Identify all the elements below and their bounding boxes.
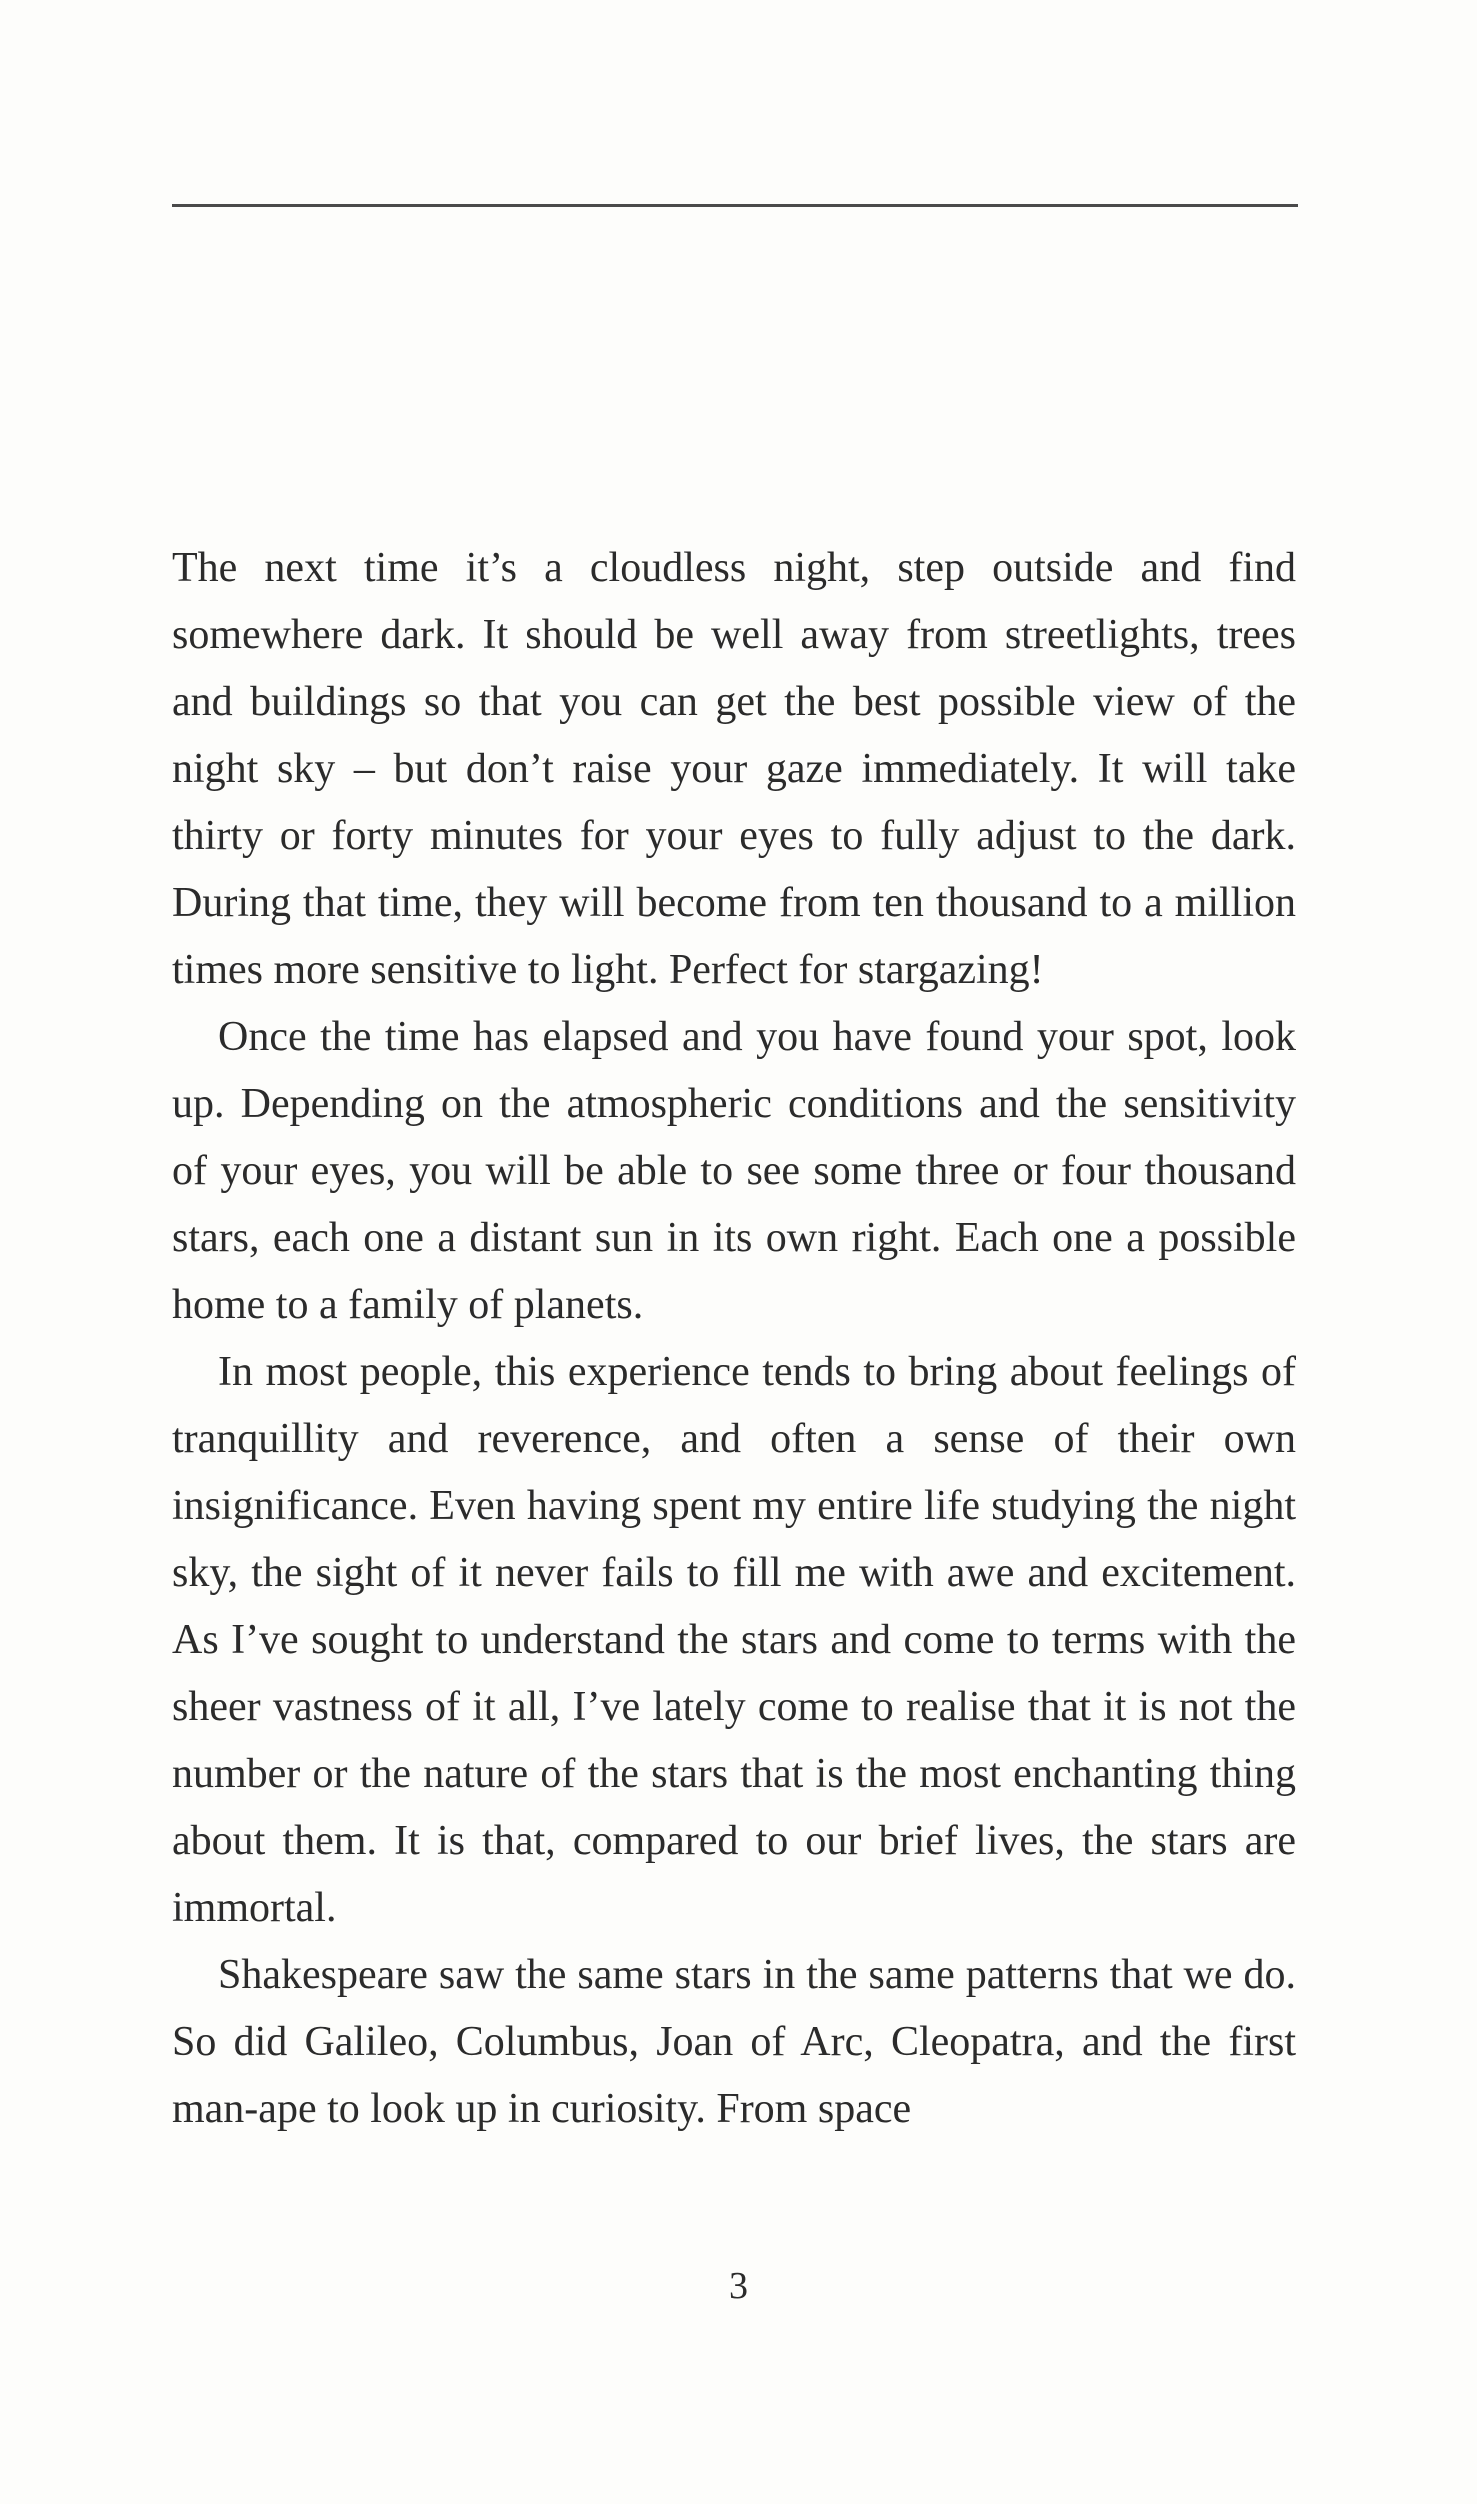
paragraph-1: The next time it’s a cloudless night, step outside and find somewhere dark. It should be well away from streetlights, trees and buildings so that you can get the best possible view of the night sky – but don’t raise your gaze immediately. It will take thirty or forty minutes for your eyes to fully adjust to the dark. During that time, they will become from ten thousand to a million times more sensitive to light. Perfect for stargazing! <box>172 545 1296 993</box>
page-number: 3 <box>729 2265 748 2307</box>
body-text <box>172 535 1296 2143</box>
header-rule <box>172 204 1298 207</box>
paragraph-2: Once the time has elapsed and you have found your spot, look up. Depending on the atmospheric conditions and the sensitivity of your eyes, you will be able to see some three or four thousand stars, each one a distant sun in its own right. Each one a possible home to a family of planets. <box>172 1014 1296 1328</box>
paragraph-4: Shakespeare saw the same stars in the same patterns that we do. So did Galileo, Columbus, Joan of Arc, Cleopatra, and the first man-ape to look up in curiosity. From space <box>172 1952 1296 2132</box>
paragraph-3: In most people, this experience tends to bring about feelings of tranquillity and reverence, and often a sense of their own insignificance. Even having spent my entire life studying the night sky, the sight of it never fails to fill me with awe and excitement. As I’ve sought to understand the stars and come to terms with the sheer vastness of it all, I’ve lately come to realise that it is not the number or the nature of the stars that is the most enchanting thing about them. It is that, compared to our brief lives, the stars are immortal. <box>172 1349 1296 1931</box>
